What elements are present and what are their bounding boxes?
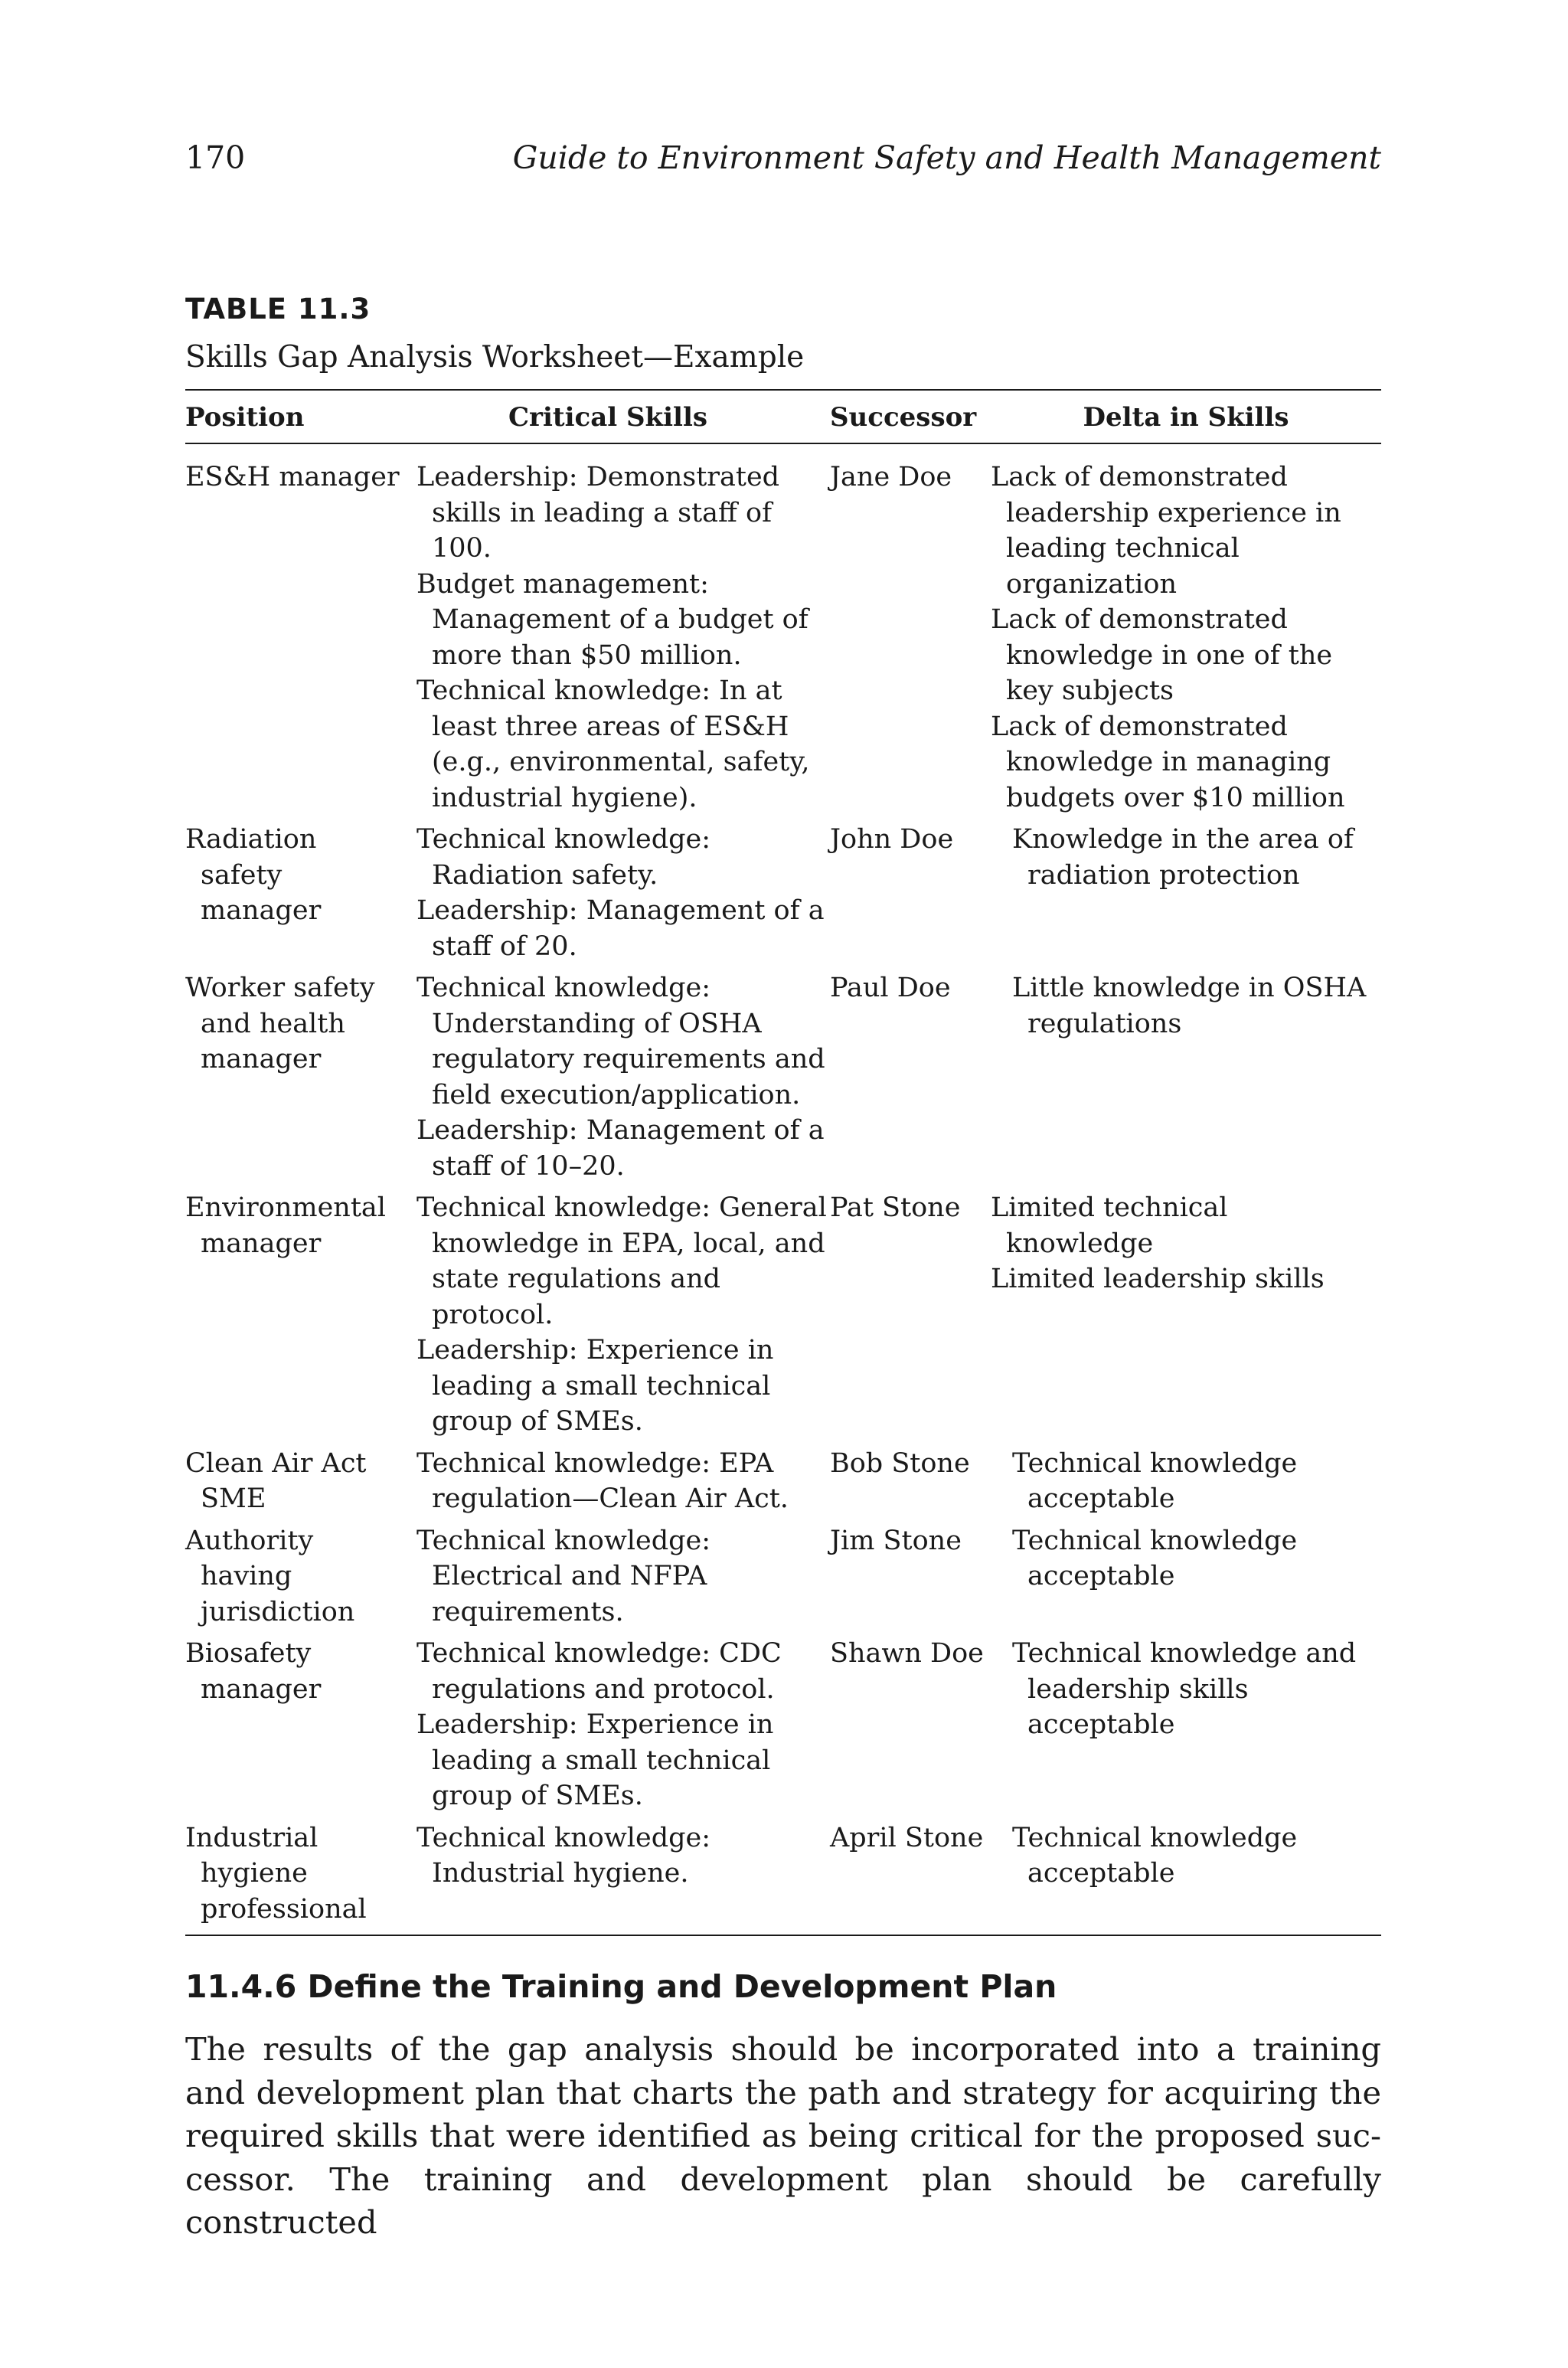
paragraph-line: The results of the gap analysis should be incorporated into a training [185,2030,1381,2068]
cell-position: Clean Air Act SME [185,1447,367,1514]
skill-entry: Technical knowledge: Radiation safety. [416,824,711,891]
section-heading: 11.4.6 Define the Training and Development Plan [185,1968,1057,2005]
cell-position: Authority having jurisdiction [185,1525,355,1627]
cell-delta-in-skills [991,1523,1381,1630]
skill-entry: Budget management: Management of a budget of more than $50 million. [416,568,808,671]
cell-critical-skills [416,822,830,964]
header-successor: Successor [830,402,977,433]
body-paragraph [185,2028,1381,2245]
delta-entry: Lack of demonstrated knowledge in one of the key subjects [991,604,1333,706]
skill-entry: Technical knowledge: In at least three areas of ES&H (e.g., environmental, safety, industrial hygiene). [416,675,810,813]
cell-position: Biosafety manager [185,1638,322,1705]
page-number: 170 [185,139,246,176]
skill-entry: Leadership: Management of a staff of 20. [416,895,825,962]
table-header-row [185,391,1381,443]
paragraph-line: and development plan that charts the path and strategy for acquiring the [185,2073,1381,2111]
cell-critical-skills [416,970,830,1184]
table-row [185,1446,1381,1517]
header-critical-skills: Critical Skills [508,402,707,433]
skill-entry: Technical knowledge: Understanding of OSHA regulatory requirements and field execution/application. [416,973,825,1110]
cell-critical-skills [416,1820,830,1928]
paragraph-line: required skills that were identified as being critical for the proposed suc- [185,2117,1381,2154]
cell-critical-skills [416,1446,830,1517]
header-position: Position [185,402,305,433]
skill-entry: Technical knowledge: CDC regulations and protocol. [416,1638,782,1705]
cell-delta-in-skills [991,1446,1381,1517]
delta-entry: Technical knowledge and leadership skills acceptable [1012,1638,1357,1740]
skill-entry: Technical knowledge: Industrial hygiene. [416,1822,711,1889]
cell-delta-in-skills [991,970,1381,1184]
table-row [185,1523,1381,1630]
delta-entry: Limited leadership skills [991,1264,1325,1294]
skills-gap-table [185,389,1381,1936]
cell-critical-skills [416,1636,830,1814]
table-bottom-rule [185,1935,1381,1936]
cell-delta-in-skills [991,1820,1381,1928]
delta-entry: Little knowledge in OSHA regulations [1012,973,1367,1039]
table-row [185,1820,1381,1928]
skill-entry: Leadership: Experience in leading a small technical group of SMEs. [416,1335,774,1437]
cell-successor: Bob Stone [830,1447,970,1479]
table-label: TABLE 11.3 [185,293,371,325]
skill-entry: Leadership: Demonstrated skills in leading a staff of 100. [416,462,780,564]
delta-entry: Limited technical knowledge [991,1192,1228,1259]
cell-successor: John Doe [830,824,954,855]
table-row [185,822,1381,964]
cell-position: Worker safety and health manager [185,973,375,1074]
cell-critical-skills [416,1190,830,1440]
cell-delta-in-skills [991,1636,1381,1814]
skill-entry: Technical knowledge: EPA regulation—Clean Air Act. [416,1447,789,1514]
table-row [185,970,1381,1184]
book-title: Guide to Environment Safety and Health Management [512,139,1381,176]
delta-entry: Technical knowledge acceptable [1012,1822,1298,1889]
cell-position: Radiation safety manager [185,824,322,926]
cell-successor: Jane Doe [830,462,952,492]
delta-entry: Lack of demonstrated knowledge in managing budgets over $10 million [991,711,1345,813]
paragraph-line: cessor. The training and development plan should be carefully constructed [185,2160,1381,2241]
cell-successor: Shawn Doe [830,1638,984,1669]
delta-entry: Technical knowledge acceptable [1012,1525,1298,1591]
cell-successor: Pat Stone [830,1192,961,1223]
cell-critical-skills [416,1523,830,1630]
skill-entry: Leadership: Experience in leading a small technical group of SMEs. [416,1709,774,1811]
header-delta-in-skills: Delta in Skills [1083,402,1289,433]
table-caption: Skills Gap Analysis Worksheet—Example [185,340,805,374]
cell-position: ES&H manager [185,462,400,492]
cell-critical-skills [416,460,830,816]
cell-delta-in-skills [991,822,1381,964]
table-row [185,460,1381,816]
cell-successor: Paul Doe [830,973,951,1003]
skill-entry: Leadership: Management of a staff of 10–20. [416,1115,825,1182]
delta-entry: Lack of demonstrated leadership experience in leading technical organization [991,462,1341,600]
skill-entry: Technical knowledge: General knowledge in EPA, local, and state regulations and protocol. [416,1192,827,1330]
cell-successor: April Stone [830,1822,984,1853]
delta-entry: Knowledge in the area of radiation protection [1012,824,1354,891]
cell-delta-in-skills [991,1190,1381,1440]
cell-delta-in-skills [991,460,1381,816]
table-row [185,1636,1381,1814]
delta-entry: Technical knowledge acceptable [1012,1447,1298,1514]
cell-position: Industrial hygiene professional [185,1822,367,1925]
running-header [185,139,1381,176]
table-row [185,1190,1381,1440]
skill-entry: Technical knowledge: Electrical and NFPA requirements. [416,1525,711,1627]
table-body [185,444,1381,1927]
cell-position: Environmental manager [185,1192,386,1259]
cell-successor: Jim Stone [830,1525,962,1556]
